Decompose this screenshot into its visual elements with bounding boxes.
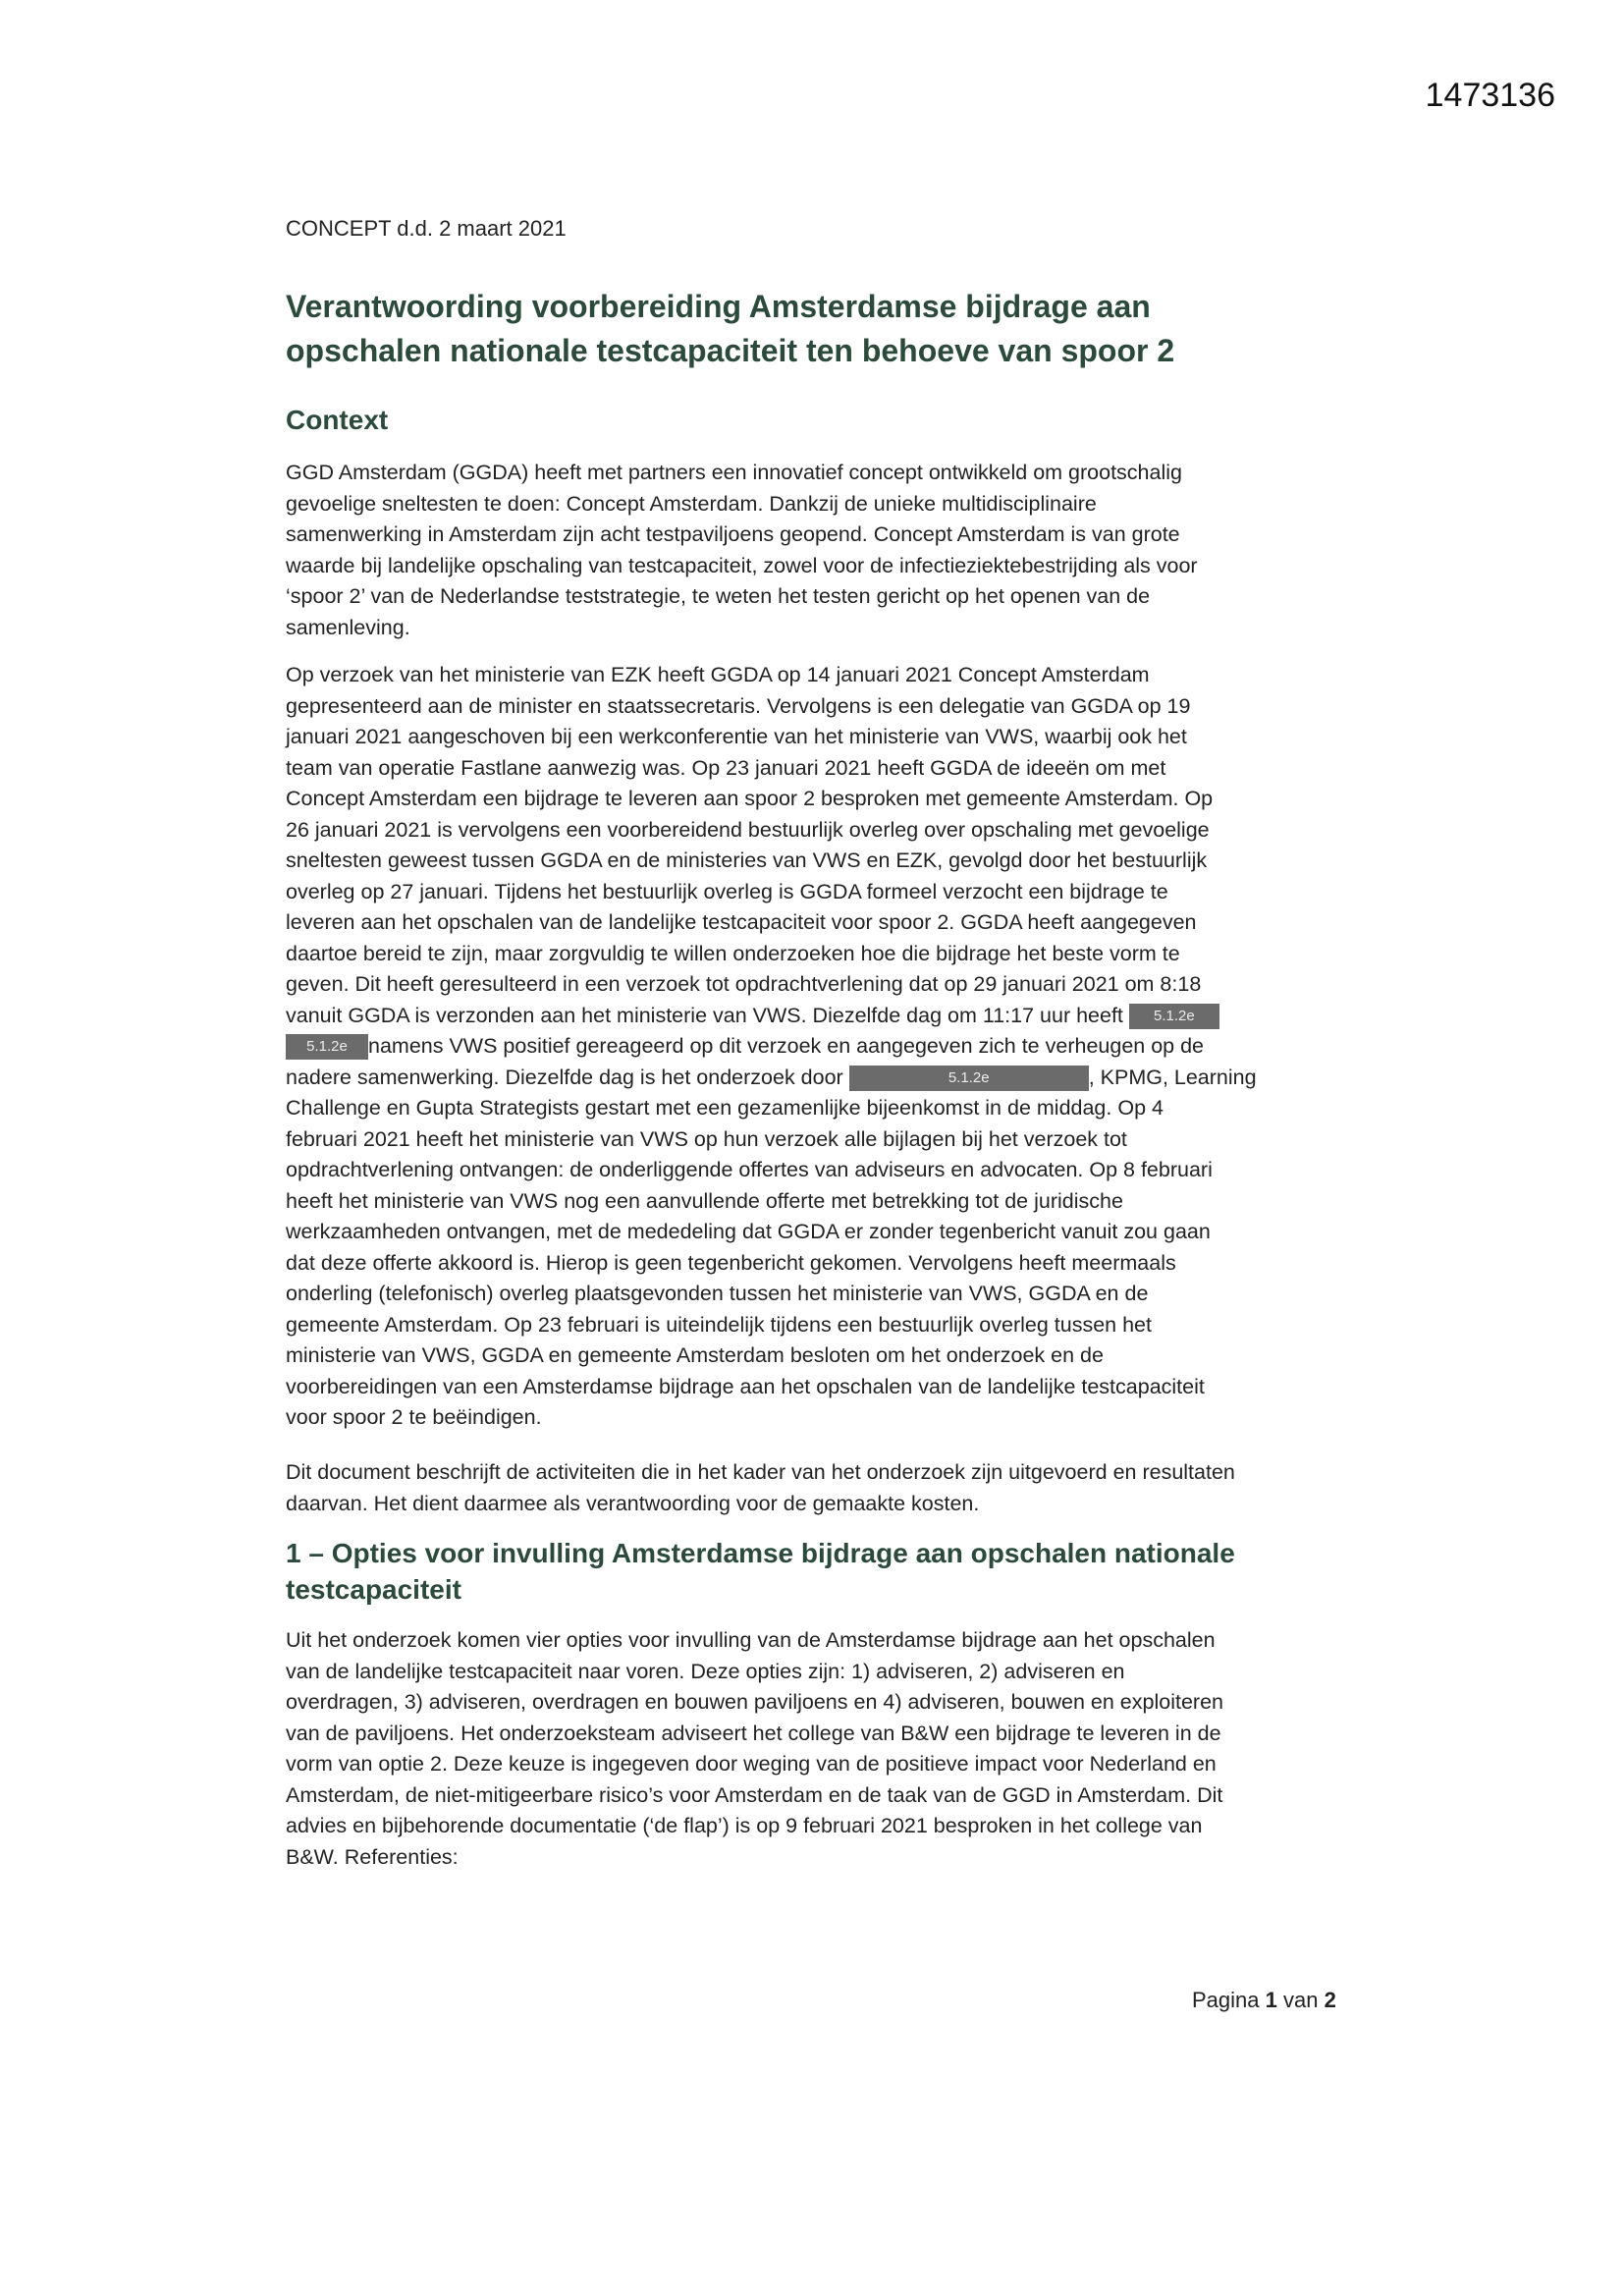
text-line: onderling (telefonisch) overleg plaatsgevonden tussen het ministerie van VWS, GGDA en de [286,1282,1149,1305]
text-line: opdrachtverlening ontvangen: de onderliggende offertes van adviseurs en advocaten. Op 8 februari [286,1158,1213,1181]
text-line: gemeente Amsterdam. Op 23 februari is uiteindelijk tijdens een bestuurlijk overleg tussen het [286,1312,1152,1337]
redaction-box: 5.1.2e [286,1034,368,1060]
text-line: Amsterdam, de niet-mitigeerbare risico’s voor Amsterdam en de taak van de GGD in Amsterdam. Dit [286,1782,1223,1807]
text-segment: namens VWS positief gereageerd op dit verzoek en aangegeven zich te verheugen op de [368,1034,1205,1058]
context-heading: Context [286,405,389,435]
text-line: Dit document beschrijft de activiteiten die in het kader van het onderzoek zijn uitgevoerd en resultaten [286,1460,1235,1484]
text-line [286,1001,1366,1032]
text-line: daarvan. Het dient daarmee als verantwoording voor de gemaakte kosten. [286,1491,980,1515]
text-line: 26 januari 2021 is vervolgens een voorbereidend bestuurlijk overleg over opschaling met gevoelige [286,817,1210,842]
text-line: ministerie van VWS, GGDA en gemeente Amsterdam besloten om het onderzoek en de [286,1343,1104,1367]
text-line: overdragen, 3) adviseren, overdragen en bouwen paviljoens en 4) adviseren, bouwen en exploiteren [286,1690,1223,1714]
text-line: sneltesten geweest tussen GGDA en de ministeries van VWS en EZK, gevolgd door het bestuurlijk [286,848,1208,872]
text-line: team van operatie Fastlane aanwezig was. Op 23 januari 2021 heeft GGDA de ideeën om met [286,755,1166,780]
concept-date: CONCEPT d.d. 2 maart 2021 [286,216,567,241]
text-line: februari 2021 heeft het ministerie van VWS op hun verzoek alle bijlagen bij het verzoek tot [286,1126,1127,1151]
text-line [286,1031,1366,1063]
text-line: dat deze offerte akkoord is. Hierop is geen tegenbericht gekomen. Vervolgens heeft meermaals [286,1250,1176,1275]
paragraph-options [286,1625,1366,1873]
text-line: Op verzoek van het ministerie van EZK heeft GGDA op 14 januari 2021 Concept Amsterdam [286,663,1150,686]
text-line: januari 2021 aangeschoven bij een werkconferentie van het ministerie van VWS, waarbij ook het [286,725,1187,748]
page-total: 2 [1324,1988,1336,2012]
text-line: vorm van optie 2. Deze keuze is ingegeven door weging van de positieve impact voor Nederland en [286,1752,1217,1776]
text-line: GGD Amsterdam (GGDA) heeft met partners een innovatief concept ontwikkeld om grootschalig [286,461,1182,484]
text-line [286,1063,1366,1094]
document-id: 1473136 [1425,77,1555,114]
document-title [286,285,1366,373]
title-line: opschalen nationale testcapaciteit ten behoeve van spoor 2 [286,333,1175,368]
text-line: gevoelige sneltesten te doen: Concept Amsterdam. Dankzij de unieke multidisciplinaire [286,491,1097,516]
page-number: 1 [1265,1988,1277,2012]
text-line: samenwerking in Amsterdam zijn acht testpaviljoens geopend. Concept Amsterdam is van grote [286,522,1180,546]
redaction-box: 5.1.2e [849,1066,1089,1091]
title-line: Verantwoording voorbereiding Amsterdamse bijdrage aan [286,289,1151,324]
text-segment: vanuit GGDA is verzonden aan het ministerie van VWS. Diezelfde dag om 11:17 uur heeft [286,1003,1129,1027]
text-line: heeft het ministerie van VWS nog een aanvullende offerte met betrekking tot de juridische [286,1188,1123,1213]
text-segment: , KPMG, Learning [1088,1065,1257,1089]
text-line: overleg op 27 januari. Tijdens het bestuurlijk overleg is GGDA formeel verzocht een bijdrage te [286,879,1168,903]
text-line: Uit het onderzoek komen vier opties voor invulling van de Amsterdamse bijdrage aan het opschalen [286,1628,1216,1652]
text-line: waarde bij landelijke opschaling van testcapaciteit, zowel voor de infectieziektebestrijding als voor [286,553,1198,577]
text-line: Concept Amsterdam een bijdrage te leveren aan spoor 2 besproken met gemeente Amsterdam. Op [286,787,1214,810]
text-line: leveren aan het opschalen van de landelijke testcapaciteit voor spoor 2. GGDA heeft aangegeven [286,910,1197,934]
footer-prefix: Pagina [1192,1988,1266,2012]
text-line: ‘spoor 2’ van de Nederlandse teststrategie, te weten het testen gericht op het openen van de [286,584,1151,608]
text-line: Challenge en Gupta Strategists gestart met een gezamenlijke bijeenkomst in de middag. Op 4 [286,1096,1164,1120]
text-segment: nadere samenwerking. Diezelfde dag is het onderzoek door [286,1065,849,1089]
text-line: voorbereidingen van een Amsterdamse bijdrage aan het opschalen van de landelijke testcapaciteit [286,1374,1205,1398]
text-line: voor spoor 2 te beëindigen. [286,1405,542,1429]
heading-line: testcapaciteit [286,1574,461,1605]
text-line: advies en bijbehorende documentatie (‘de flap’) is op 9 februari 2021 besproken in het college van [286,1814,1203,1837]
text-line: B&W. Referenties: [286,1844,459,1869]
text-line: van de paviljoens. Het onderzoeksteam adviseert het college van B&W een bijdrage te leveren in de [286,1721,1221,1745]
section-heading [286,1535,1366,1608]
text-line: daartoe bereid te zijn, maar zorgvuldig te willen onderzoeken hoe die bijdrage het beste vorm te [286,941,1180,965]
text-line: geven. Dit heeft geresulteerd in een verzoek tot opdrachtverlening dat op 29 januari 2021 om 8:18 [286,972,1202,996]
page-footer [1192,1988,1336,2013]
footer-middle: van [1276,1988,1325,2012]
text-line: van de landelijke testcapaciteit naar voren. Deze opties zijn: 1) adviseren, 2) adviseren en [286,1659,1125,1683]
redaction-box: 5.1.2e [1129,1004,1219,1029]
text-line: samenleving. [286,615,410,639]
text-line: gepresenteerd aan de minister en staatssecretaris. Vervolgens is een delegatie van GGDA op 19 [286,693,1191,718]
paragraph-chronology [286,660,1366,1434]
text-line: werkzaamheden ontvangen, met de mededeling dat GGDA er zonder tegenbericht vanuit zou gaan [286,1220,1211,1243]
paragraph-intro [286,458,1366,643]
heading-line: 1 – Opties voor invulling Amsterdamse bijdrage aan opschalen nationale [286,1538,1235,1568]
paragraph-purpose [286,1457,1366,1519]
